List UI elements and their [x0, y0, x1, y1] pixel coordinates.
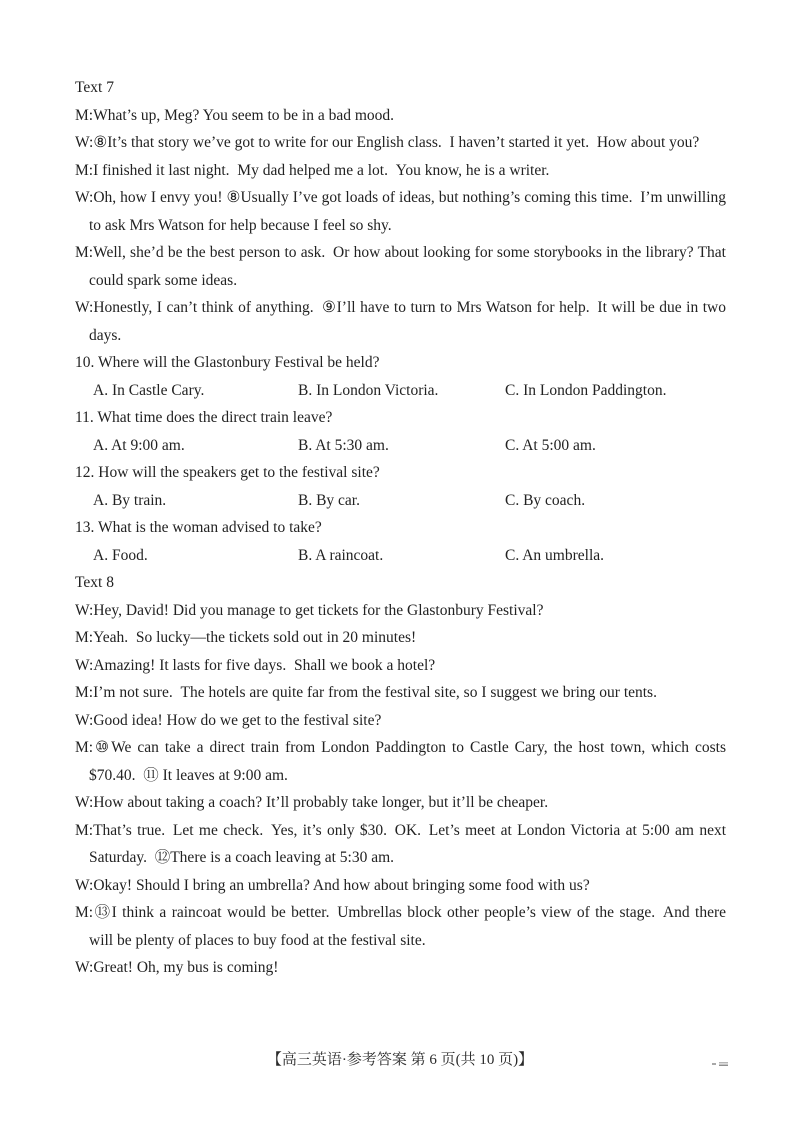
question-12-text: 12. How will the speakers get to the festival site?	[75, 464, 380, 481]
question-11-text: 11. What time does the direct train leave?	[75, 409, 333, 426]
dialogue-line: M:⑩We can take a direct train from London Paddington to Castle Cary, the host town, which costs $70.40. ⑪ It leaves at 9:00 am.	[75, 739, 726, 784]
dialogue-line: W:⑧It’s that story we’ve got to write for our English class. I haven’t started it yet. How about you?	[75, 134, 700, 151]
dialogue-line: M:I’m not sure. The hotels are quite far from the festival site, so I suggest we bring our tents.	[75, 684, 657, 701]
dialogue-line: W:Good idea! How do we get to the festival site?	[75, 711, 382, 729]
option-b: B. By car.	[298, 491, 360, 509]
option-a: A. At 9:00 am.	[93, 436, 185, 454]
scan-artifact	[712, 1062, 728, 1067]
question-13-text: 13. What is the woman advised to take?	[75, 519, 322, 536]
option-b: B. At 5:30 am.	[298, 436, 389, 454]
dialogue-line: M:That’s true. Let me check. Yes, it’s only $30. OK. Let’s meet at London Victoria at 5:00 am next Saturday. ⑫There is a coach leaving at 5:30 am.	[75, 821, 726, 866]
question-10-options	[75, 377, 726, 405]
dialogue-line: W:Hey, David! Did you manage to get tickets for the Glastonbury Festival?	[75, 601, 544, 619]
dialogue-line: W:Okay! Should I bring an umbrella? And how about bringing some food with us?	[75, 876, 590, 894]
page-footer: 【高三英语·参考答案 第 6 页(共 10 页)】	[266, 1052, 534, 1068]
dialogue-line: M:Well, she’d be the best person to ask. Or how about looking for some storybooks in the library? That could spark some ideas.	[75, 244, 726, 289]
dialogue-line: W:Great! Oh, my bus is coming!	[75, 959, 279, 976]
question-10-text: 10. Where will the Glastonbury Festival be held?	[75, 354, 380, 371]
dialogue-line: M:⑬I think a raincoat would be better. Umbrellas block other people’s view of the stage. And there will be plenty of places to buy food at the festival site.	[75, 904, 726, 949]
dialogue-line: M:What’s up, Meg? You seem to be in a bad mood.	[75, 106, 395, 124]
option-a: A. In Castle Cary.	[93, 381, 205, 399]
option-b: B. A raincoat.	[298, 546, 384, 564]
dialogue-line: W:Amazing! It lasts for five days. Shall we book a hotel?	[75, 656, 436, 674]
text8-heading: Text 8	[75, 574, 114, 591]
option-b: B. In London Victoria.	[298, 381, 439, 399]
dialogue-line: W:How about taking a coach? It’ll probably take longer, but it’ll be cheaper.	[75, 794, 549, 811]
dialogue-line: W:Honestly, I can’t think of anything. ⑨I’ll have to turn to Mrs Watson for help. It will be due in two days.	[75, 299, 726, 344]
option-c: C. In London Paddington.	[505, 381, 667, 399]
option-c: C. At 5:00 am.	[505, 436, 596, 454]
dialogue-line: M:Yeah. So lucky—the tickets sold out in 20 minutes!	[75, 629, 417, 646]
option-c: C. By coach.	[505, 491, 586, 509]
text7-heading: Text 7	[75, 79, 114, 96]
option-c: C. An umbrella.	[505, 546, 605, 564]
page-body-text	[75, 74, 726, 982]
question-13-options	[75, 542, 726, 570]
question-11-options	[75, 432, 726, 460]
question-12-options	[75, 487, 726, 515]
dialogue-line: W:Oh, how I envy you! ⑧Usually I’ve got loads of ideas, but nothing’s coming this time. I’m unwilling to ask Mrs Watson for help because I feel so shy.	[75, 189, 726, 234]
dialogue-line: M:I finished it last night. My dad helped me a lot. You know, he is a writer.	[75, 161, 550, 179]
option-a: A. Food.	[93, 546, 148, 564]
option-a: A. By train.	[93, 491, 167, 509]
